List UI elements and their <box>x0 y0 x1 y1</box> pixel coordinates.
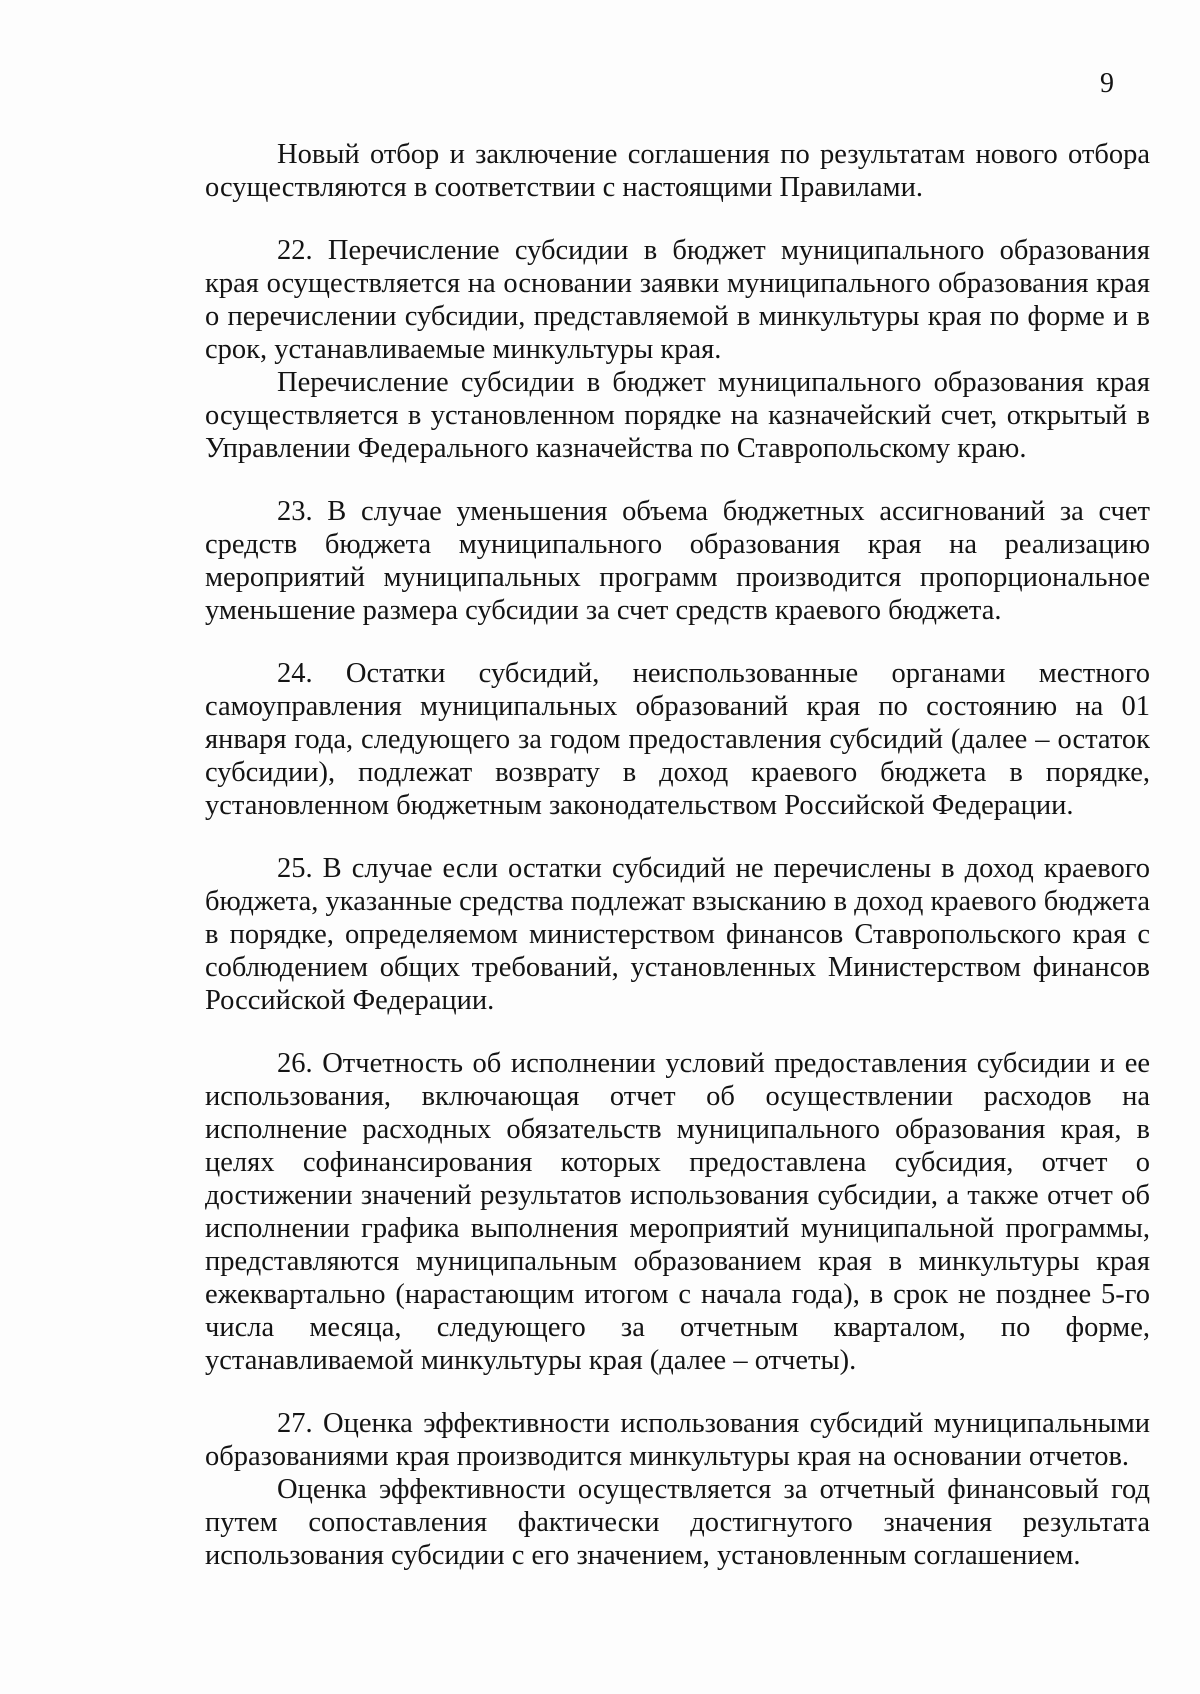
paragraph-27-method: Оценка эффективности осуществляется за отчетный финансовый год путем сопоставления фактически достигнутого значения результата использования субсидии с его значением, установленным соглашением. <box>205 1474 1150 1571</box>
paragraph-23-reduction: 23. В случае уменьшения объема бюджетных ассигнований за счет средств бюджета муниципального образования края на реализацию мероприятий муниципальных программ производится пропорциональное уменьшение размера субсидии за счет средств краевого бюджета. <box>205 496 1150 626</box>
paragraph-25-recovery: 25. В случае если остатки субсидий не перечислены в доход краевого бюджета, указанные средства подлежат взысканию в доход краевого бюджета в порядке, определяемом министерством финансов Ставропольского края с соблюдением общих требований, установленных Министерством финансов Российской Федерации. <box>205 853 1150 1016</box>
paragraph-27-evaluation: 27. Оценка эффективности использования субсидий муниципальными образованиями края производится минкультуры края на основании отчетов. <box>205 1408 1150 1472</box>
paragraph-24-remainders: 24. Остатки субсидий, неиспользованные органами местного самоуправления муниципальных образований края по состоянию на 01 января года, следующего за годом предоставления субсидий (далее – остаток субсидии), подлежат возврату в доход краевого бюджета в порядке, установленном бюджетным законодательством Российской Федерации. <box>205 658 1150 821</box>
document-body <box>205 138 1150 1572</box>
paragraph-new-selection: Новый отбор и заключение соглашения по результатам нового отбора осуществляются в соответствии с настоящими Правилами. <box>205 139 1150 203</box>
paragraph-22-transfer: 22. Перечисление субсидии в бюджет муниципального образования края осуществляется на основании заявки муниципального образования края о перечислении субсидии, представляемой в минкультуры края по форме и в срок, устанавливаемые минкультуры края. <box>205 235 1150 365</box>
paragraph-22-treasury: Перечисление субсидии в бюджет муниципального образования края осуществляется в установленном порядке на казначейский счет, открытый в Управлении Федерального казначейства по Ставропольскому краю. <box>205 367 1150 464</box>
paragraph-26-reporting: 26. Отчетность об исполнении условий предоставления субсидии и ее использования, включающая отчет об осуществлении расходов на исполнение расходных обязательств муниципального образования края, в целях софинансирования которых предоставлена субсидия, отчет о достижении значений результатов использования субсидии, а также отчет об исполнении графика выполнения мероприятий муниципальной программы, представляются муниципальным образованием края в минкультуры края ежеквартально (нарастающим итогом с начала года), в срок не позднее 5-го числа месяца, следующего за отчетным кварталом, по форме, устанавливаемой минкультуры края (далее – отчеты). <box>205 1048 1150 1376</box>
page-number: 9 <box>1100 68 1114 99</box>
